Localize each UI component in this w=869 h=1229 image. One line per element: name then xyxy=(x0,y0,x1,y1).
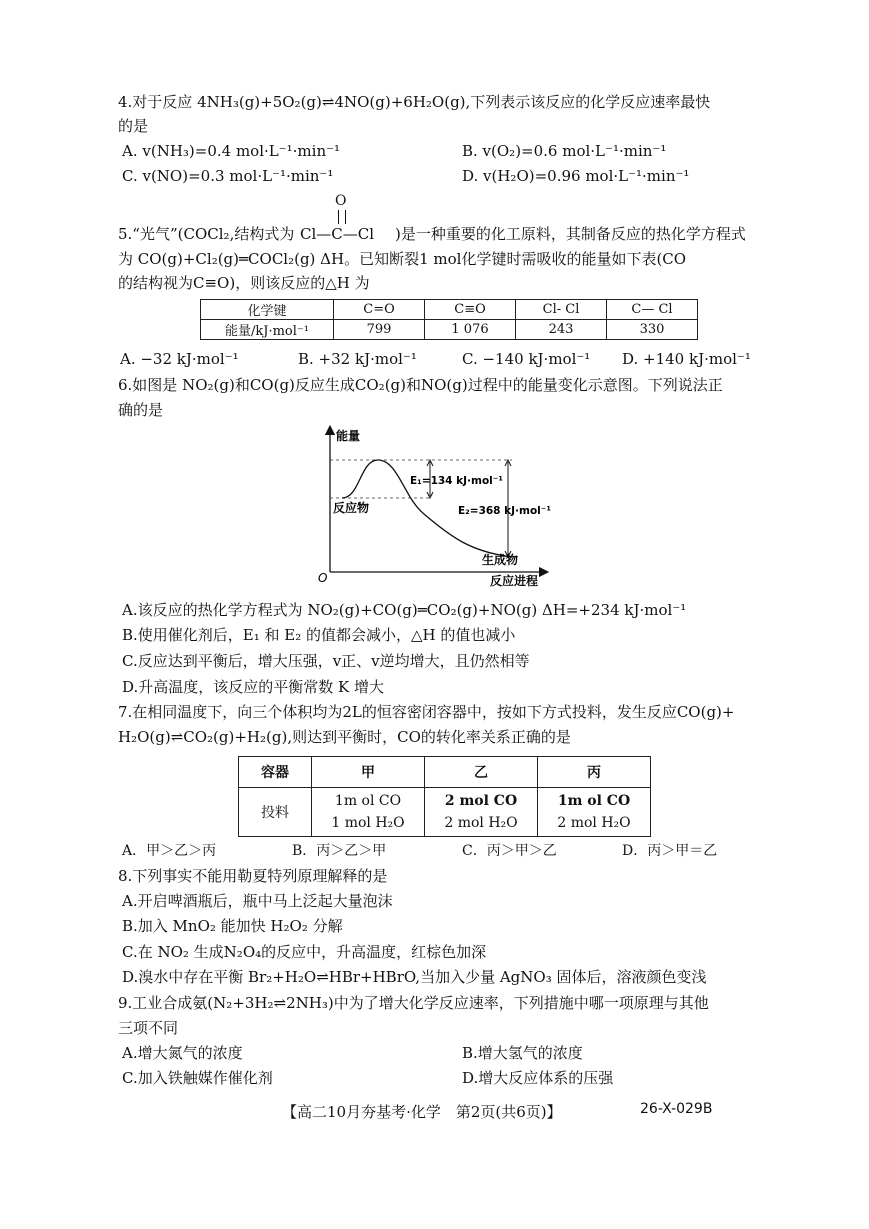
bond-energy-table xyxy=(200,299,698,340)
table-row xyxy=(201,300,698,320)
q5-stem-line1a: 5.“光气”(COCl₂,结构式为 xyxy=(118,225,295,243)
q5-option-a: A. −32 kJ·mol⁻¹ xyxy=(120,350,239,368)
q7-stem-line1: 7.在相同温度下，向三个体积均为2L的恒容密闭容器中，按如下方式投料，发生反应CO(g)+ xyxy=(118,703,735,721)
q6-stem-line2: 确的是 xyxy=(118,401,164,419)
q4-stem-line2: 的是 xyxy=(118,117,149,135)
q7-stem-line2: H₂O(g)⇌CO₂(g)+H₂(g),则达到平衡时，CO的转化率关系正确的是 xyxy=(118,728,571,746)
q9-option-b: B.增大氢气的浓度 xyxy=(462,1044,583,1062)
table-cell xyxy=(312,788,425,837)
table-header: C≡O xyxy=(425,300,516,320)
q6-stem-line1: 6.如图是 NO₂(g)和CO(g)反应生成CO₂(g)和NO(g)过程中的能量变化示意图。下列说法正 xyxy=(118,376,723,394)
feed-table xyxy=(238,756,651,837)
feed-top: 1m ol CO xyxy=(557,793,631,809)
table-header: 乙 xyxy=(425,757,538,788)
q5-structure-formula: Cl—C—Cl xyxy=(300,225,375,243)
table-cell: 330 xyxy=(607,320,698,340)
y-axis-label: 能量 xyxy=(336,429,361,443)
table-row xyxy=(239,757,651,788)
x-axis-label: 反应进程 xyxy=(490,574,539,588)
q9-stem-line1: 9.工业合成氨(N₂+3H₂⇌2NH₃)中为了增大化学反应速率，下列措施中哪一项原理与其他 xyxy=(118,994,709,1012)
reactant-label: 反应物 xyxy=(333,501,370,515)
q6-option-a: A.该反应的热化学方程式为 NO₂(g)+CO(g)═CO₂(g)+NO(g) ΔH=+234 kJ·mol⁻¹ xyxy=(122,601,687,619)
q8-option-b: B.加入 MnO₂ 能加快 H₂O₂ 分解 xyxy=(122,917,343,935)
product-label: 生成物 xyxy=(482,553,519,567)
q4-stem-line1: 4.对于反应 4NH₃(g)+5O₂(g)⇌4NO(g)+6H₂O(g),下列表示该反应的化学反应速率最快 xyxy=(118,93,711,111)
q5-option-d: D. +140 kJ·mol⁻¹ xyxy=(622,350,751,368)
q8-option-c: C.在 NO₂ 生成N₂O₄的反应中，升高温度，红棕色加深 xyxy=(122,943,487,961)
table-header: Cl- Cl xyxy=(516,300,607,320)
table-header: 甲 xyxy=(312,757,425,788)
q5-option-c: C. −140 kJ·mol⁻¹ xyxy=(462,350,591,368)
q4-option-a: A. v(NH₃)=0.4 mol·L⁻¹·min⁻¹ xyxy=(122,142,341,160)
q8-stem: 8.下列事实不能用勒夏特列原理解释的是 xyxy=(118,867,388,885)
q5-structure-double-bond xyxy=(338,210,346,224)
q6-option-d: D.升高温度，该反应的平衡常数 K 增大 xyxy=(122,678,385,696)
table-cell: 1 076 xyxy=(425,320,516,340)
feed-bottom: 2 mol H₂O xyxy=(444,815,518,831)
feed-top: 2 mol CO xyxy=(444,793,518,809)
q4-option-c: C. v(NO)=0.3 mol·L⁻¹·min⁻¹ xyxy=(122,167,334,185)
q8-option-d: D.溴水中存在平衡 Br₂+H₂O⇌HBr+HBrO,当加入少量 AgNO₃ 固体后，溶液颜色变浅 xyxy=(122,968,707,986)
q8-option-a: A.开启啤酒瓶后，瓶中马上泛起大量泡沫 xyxy=(122,892,393,910)
table-cell xyxy=(538,788,651,837)
energy-diagram xyxy=(312,422,552,590)
q5-option-b: B. +32 kJ·mol⁻¹ xyxy=(298,350,417,368)
q9-option-a: A.增大氮气的浓度 xyxy=(122,1044,243,1062)
table-header: 容器 xyxy=(239,757,312,788)
table-row-label: 能量/kJ·mol⁻¹ xyxy=(201,320,334,340)
e1-label: E₁=134 kJ·mol⁻¹ xyxy=(410,475,503,487)
q7-option-d: D．丙＞甲＝乙 xyxy=(622,843,718,859)
e2-label: E₂=368 kJ·mol⁻¹ xyxy=(458,505,551,517)
q5-stem-line2: 为 CO(g)+Cl₂(g)═COCl₂(g) ΔH。已知断裂1 mol化学键时需吸收的能量如下表(CO xyxy=(118,250,687,268)
feed-bottom: 1 mol H₂O xyxy=(331,815,405,831)
q4-option-b: B. v(O₂)=0.6 mol·L⁻¹·min⁻¹ xyxy=(462,142,667,160)
q9-option-d: D.增大反应体系的压强 xyxy=(462,1069,614,1087)
q6-option-b: B.使用催化剂后，E₁ 和 E₂ 的值都会减小，△H 的值也减小 xyxy=(122,626,516,644)
q4-option-d: D. v(H₂O)=0.96 mol·L⁻¹·min⁻¹ xyxy=(462,167,690,185)
q6-option-c: C.反应达到平衡后，增大压强，v正、v逆均增大，且仍然相等 xyxy=(122,652,530,670)
exam-code: 26-X-029B xyxy=(640,1101,713,1117)
table-cell: 243 xyxy=(516,320,607,340)
table-row xyxy=(239,788,651,837)
q9-stem-line2: 三项不同 xyxy=(118,1019,179,1037)
table-cell: 799 xyxy=(334,320,425,340)
q7-option-c: C．丙＞甲＞乙 xyxy=(462,843,557,859)
q7-option-a: A．甲＞乙＞丙 xyxy=(122,843,217,859)
q7-option-b: B．丙＞乙＞甲 xyxy=(292,843,387,859)
page-footer: 【高二10月夯基考·化学 第2页(共6页)】 xyxy=(282,1103,562,1121)
q5-stem-line1b: )是一种重要的化工原料，其制备反应的热化学方程式 xyxy=(395,225,746,243)
feed-bottom: 2 mol H₂O xyxy=(557,815,631,831)
table-header: 化学键 xyxy=(201,300,334,320)
feed-top: 1m ol CO xyxy=(334,793,402,809)
table-row xyxy=(201,320,698,340)
q5-structure-oxygen: O xyxy=(335,193,347,209)
table-header: C— Cl xyxy=(607,300,698,320)
q9-option-c: C.加入铁触媒作催化剂 xyxy=(122,1069,273,1087)
table-header: 丙 xyxy=(538,757,651,788)
table-row-label: 投料 xyxy=(239,788,312,837)
table-header: C=O xyxy=(334,300,425,320)
table-cell xyxy=(425,788,538,837)
origin-label: O xyxy=(318,571,328,585)
q5-stem-line3: 的结构视为C≡O)，则该反应的△H 为 xyxy=(118,274,370,292)
